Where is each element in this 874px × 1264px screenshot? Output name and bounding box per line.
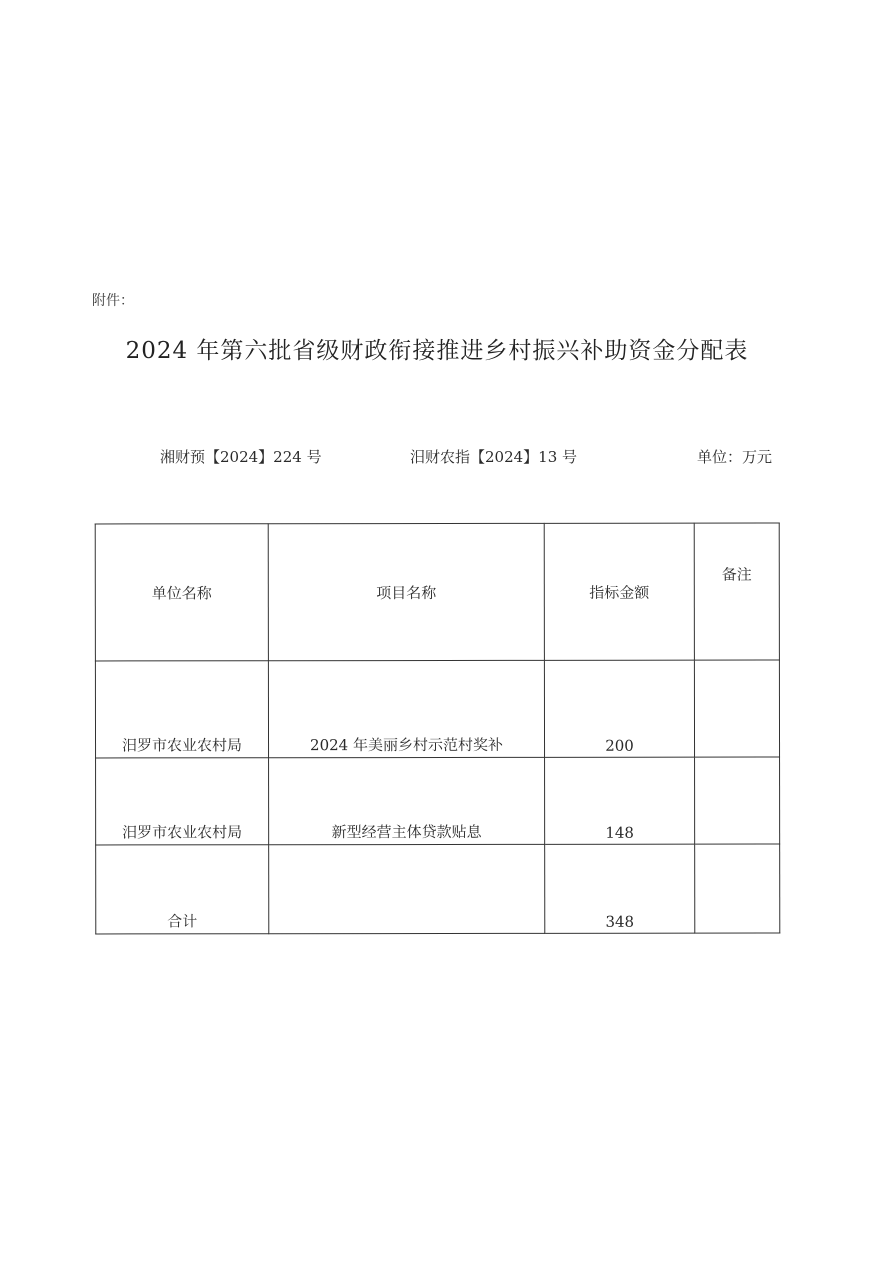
cell-total-label: 合计 <box>96 845 269 934</box>
cell-unit-name: 汨罗市农业农村局 <box>95 661 268 758</box>
document-number-1: 湘财预【2024】224 号 <box>160 448 322 466</box>
page-title: 2024 年第六批省级财政衔接推进乡村振兴补助资金分配表 <box>125 338 749 364</box>
header-unit-name: 单位名称 <box>95 524 268 661</box>
allocation-table <box>95 523 781 935</box>
cell-total-amount: 348 <box>545 844 695 933</box>
cell-amount: 200 <box>544 660 694 757</box>
table-header-row <box>95 523 779 661</box>
header-remark: 备注 <box>694 523 779 660</box>
cell-project-name: 2024 年美丽乡村示范村奖补 <box>268 660 544 757</box>
cell-remark <box>694 660 779 757</box>
cell-remark <box>695 757 780 844</box>
cell-total-project <box>269 844 545 933</box>
table-row <box>96 757 780 845</box>
header-amount: 指标金额 <box>544 523 694 660</box>
document-number-2: 汨财农指【2024】13 号 <box>410 448 578 466</box>
cell-total-remark <box>695 844 780 933</box>
header-project-name: 项目名称 <box>268 523 544 660</box>
unit-label: 单位：万元 <box>697 448 773 466</box>
cell-unit-name: 汨罗市农业农村局 <box>96 758 269 845</box>
attachment-label: 附件： <box>92 293 134 309</box>
cell-amount: 148 <box>545 757 695 844</box>
table-total-row <box>96 844 780 934</box>
cell-project-name: 新型经营主体贷款贴息 <box>269 757 545 844</box>
table-row <box>95 660 779 758</box>
